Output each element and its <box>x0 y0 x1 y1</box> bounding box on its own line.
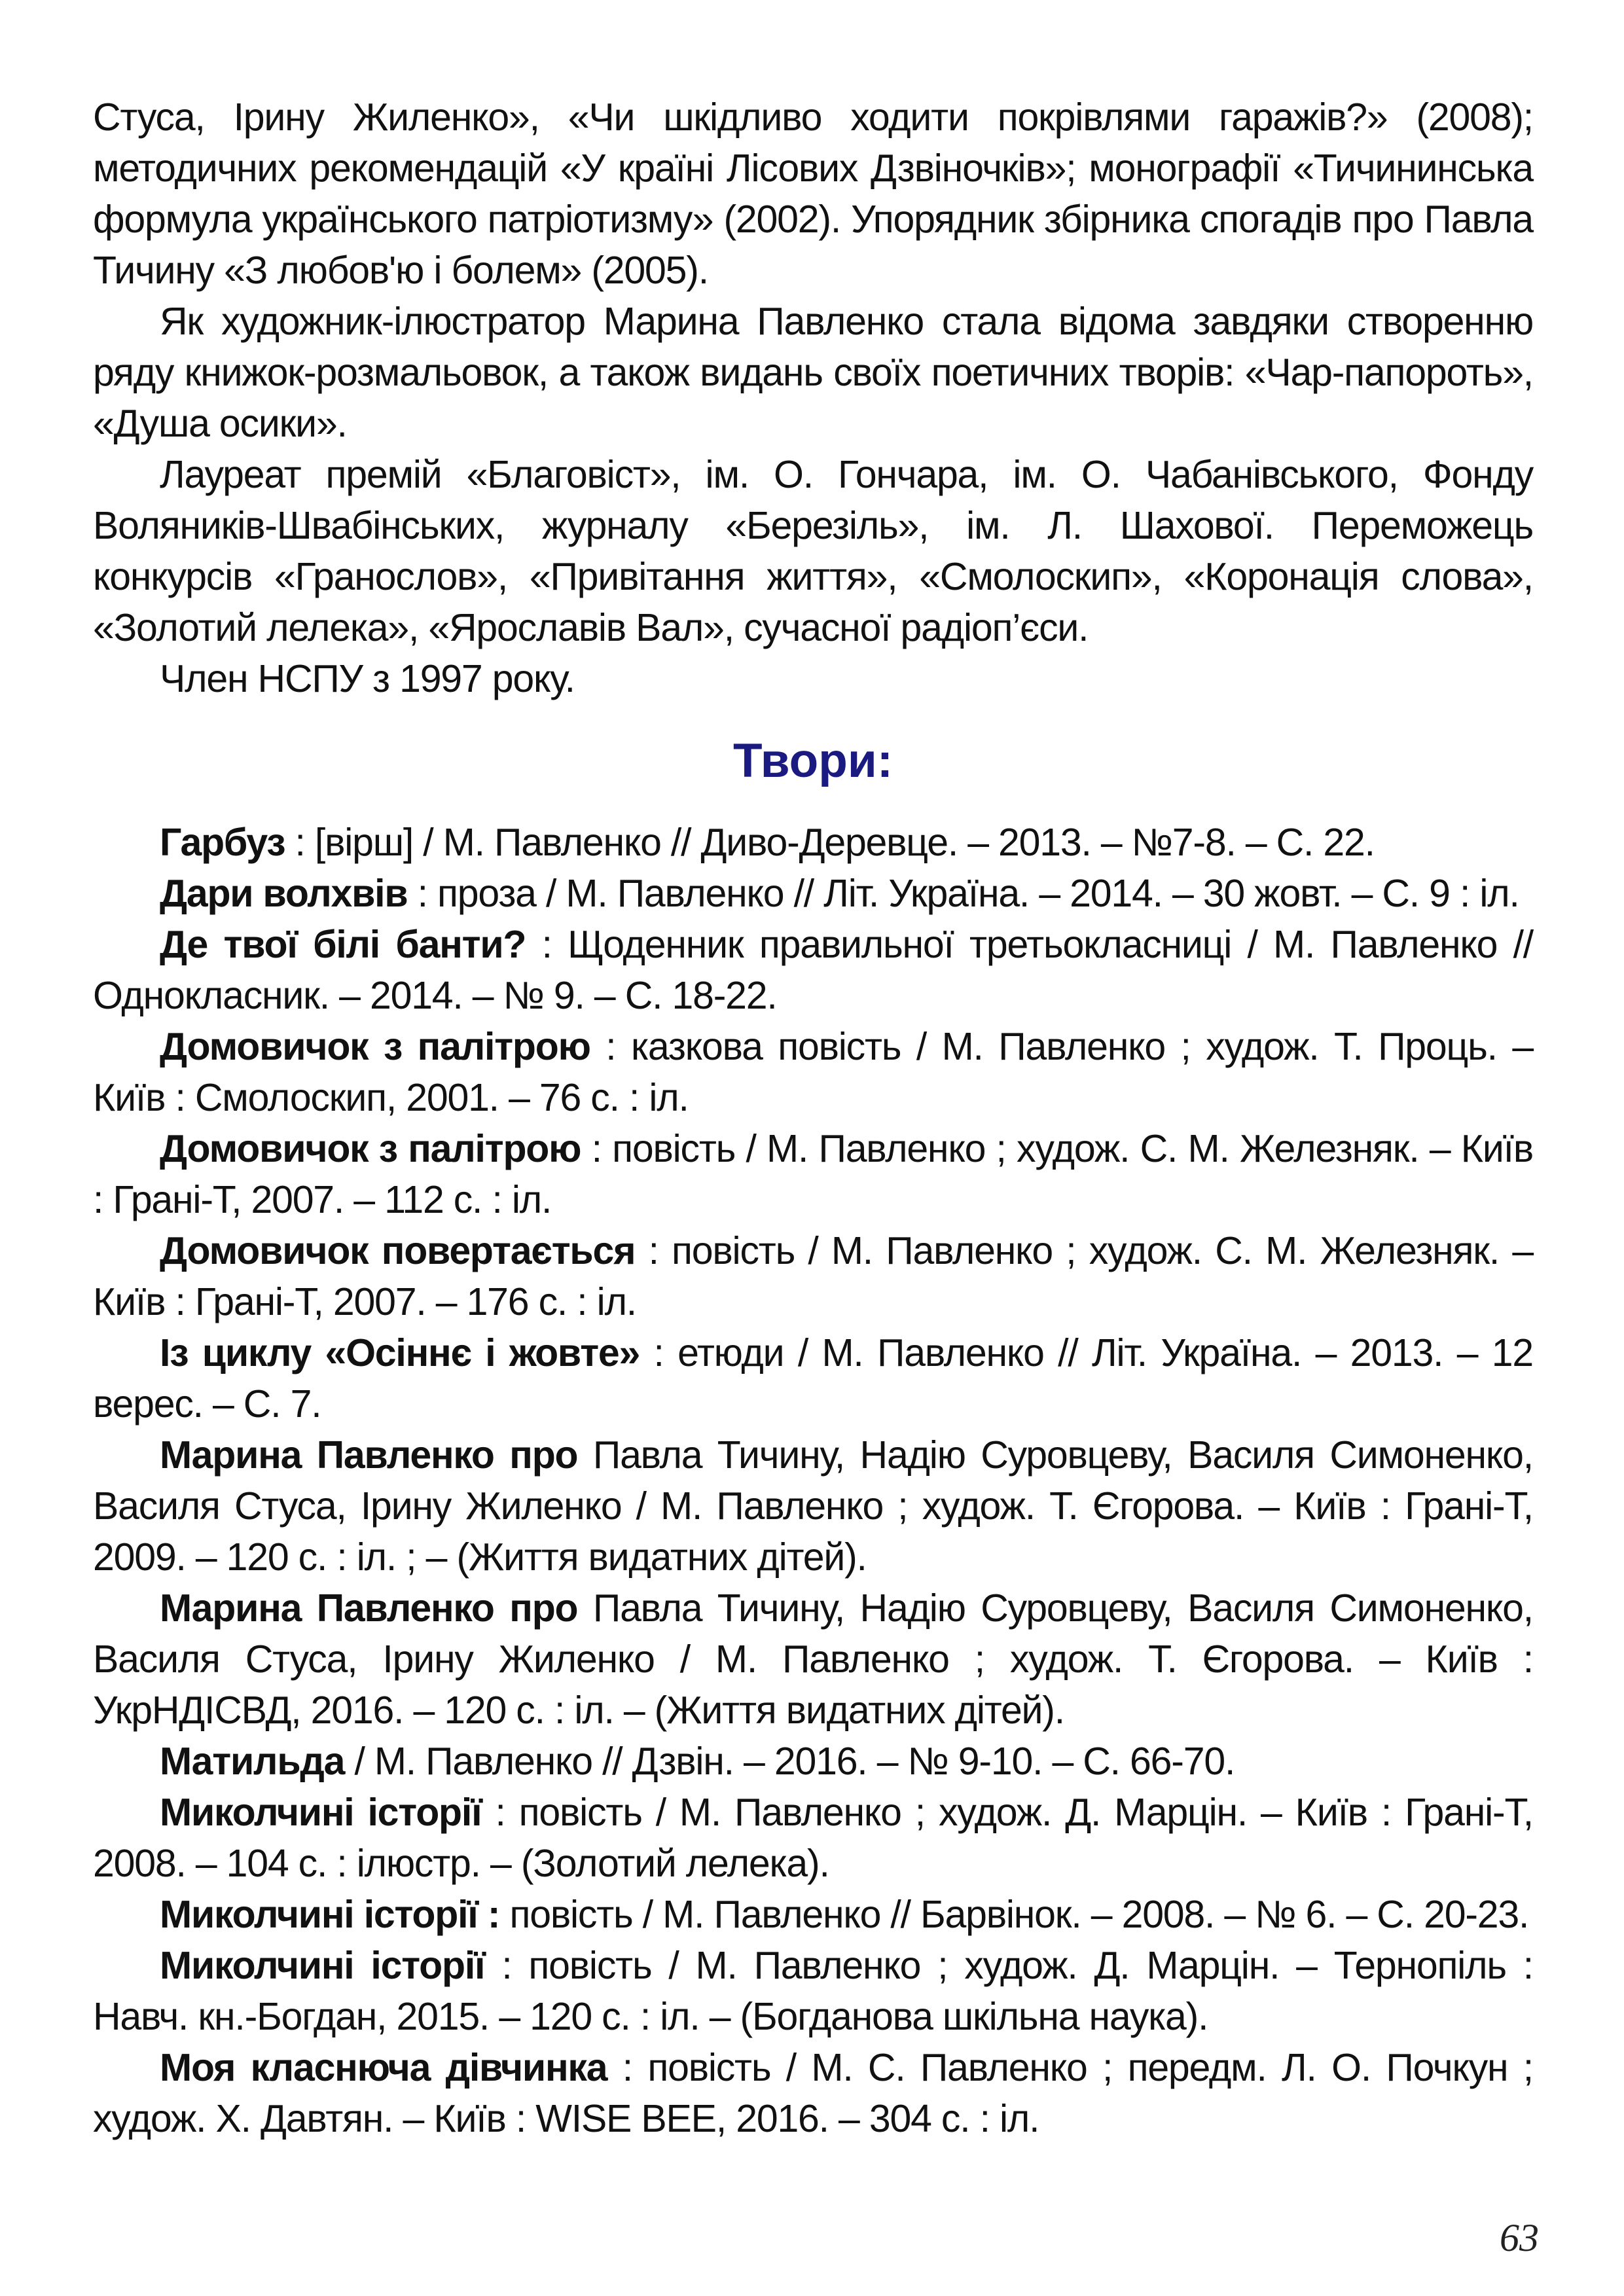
work-title: Матильда <box>160 1740 345 1783</box>
work-title: Домовичок з палітрою <box>160 1025 590 1068</box>
work-title: Марина Павленко про <box>160 1587 578 1630</box>
work-details: : казкова повість / М. Павленко ; худож. Т. Проць. – Київ : Смолоскип, 2001. – 76 с. : іл. <box>93 1025 1533 1119</box>
work-entry <box>93 1940 1533 2042</box>
work-entry <box>93 1225 1533 1327</box>
work-title: Марина Павленко про <box>160 1433 578 1477</box>
work-entry <box>93 919 1533 1021</box>
intro-paragraph-membership: Член НСПУ з 1997 року. <box>160 657 575 700</box>
work-details: повість / М. Павленко // Барвінок. – 2008. – № 6. – С. 20-23. <box>499 1893 1529 1936</box>
page-number: 63 <box>1500 2216 1539 2259</box>
work-title: Миколчині історії <box>160 1791 482 1834</box>
work-title: Гарбуз <box>160 821 285 864</box>
work-entry <box>93 2042 1533 2144</box>
work-entry <box>93 868 1533 919</box>
work-title: Миколчині історії : <box>160 1893 500 1936</box>
work-entry <box>93 1736 1533 1787</box>
intro-paragraph-illustrator: Як художник-ілюстратор Марина Павленко стала відома завдяки створенню ряду книжок-розмальовок, а також видань своїх поетичних творів: «Чар-папороть», «Душа осики». <box>93 300 1533 445</box>
page-body <box>93 92 1533 2144</box>
work-entry <box>93 1021 1533 1123</box>
works-list <box>93 817 1533 2144</box>
work-details: / М. Павленко // Дзвін. – 2016. – № 9-10. – С. 66-70. <box>344 1740 1235 1783</box>
work-entry <box>93 1787 1533 1889</box>
work-details: : повість / М. С. Павленко ; передм. Л. О. Почкун ; худож. Х. Давтян. – Київ : WISE BEE, 2016. – 304 с. : іл. <box>93 2046 1533 2140</box>
work-title: Миколчині історії <box>160 1944 485 1987</box>
work-details: : етюди / М. Павленко // Літ. Україна. – 2013. – 12 верес. – С. 7. <box>93 1331 1533 1426</box>
work-details: : повість / М. Павленко ; худож. Д. Марцін. – Київ : Грані-Т, 2008. – 104 с. : ілюстр. – (Золотий лелека). <box>93 1791 1533 1885</box>
work-entry <box>93 1583 1533 1736</box>
work-title: Де твої білі банти? <box>160 923 526 966</box>
work-title: Домовичок повертається <box>160 1229 636 1272</box>
work-title: Моя класнюча дівчинка <box>160 2046 607 2089</box>
work-title: Дари волхвів <box>160 872 408 915</box>
work-entry <box>93 1889 1533 1940</box>
work-entry <box>93 1123 1533 1225</box>
work-title: Домовичок з палітрою <box>160 1127 581 1170</box>
work-details: : проза / М. Павленко // Літ. Україна. – 2014. – 30 жовт. – С. 9 : іл. <box>407 872 1519 915</box>
work-details: Павла Тичину, Надію Суровцеву, Василя Симоненко, Василя Стуса, Ірину Жиленко / М. Павленко ; худож. Т. Єгорова. – Київ : УкрНДІСВД, 2016. – 120 с. : іл. – (Життя видатних дітей). <box>93 1587 1533 1732</box>
work-details: : Щоденник правильної третьокласниці / М. Павленко // Однокласник. – 2014. – № 9. – С. 18-22. <box>93 923 1533 1017</box>
intro-paragraph-continuation: Стуса, Ірину Жиленко», «Чи шкідливо ходити покрівлями гаражів?» (2008); методичних рекомендацій «У країні Лісових Дзвіночків»; монографії «Тичининська формула українського патріотизму» (2002). Упорядник збірника спогадів про Павла Тичину «З любов'ю і болем» (2005). <box>93 96 1533 292</box>
work-details: : повість / М. Павленко ; худож. Д. Марцін. – Тернопіль : Навч. кн.-Богдан, 2015. – 120 с. : іл. – (Богданова шкільна наука). <box>93 1944 1533 2038</box>
work-title: Із циклу «Осіннє і жовте» <box>160 1331 640 1374</box>
work-entry <box>93 1429 1533 1583</box>
work-details: : повість / М. Павленко ; худож. С. М. Железняк. – Київ : Грані-Т, 2007. – 176 с. : іл. <box>93 1229 1533 1323</box>
work-details: Павла Тичину, Надію Суровцеву, Василя Симоненко, Василя Стуса, Ірину Жиленко / М. Павленко ; худож. Т. Єгорова. – Київ : Грані-Т, 2009. – 120 с. : іл. ; – (Життя видатних дітей). <box>93 1433 1533 1579</box>
work-details: : повість / М. Павленко ; худож. С. М. Железняк. – Київ : Грані-Т, 2007. – 112 с. : іл. <box>93 1127 1534 1221</box>
intro-paragraph-awards: Лауреат премій «Благовіст», ім. О. Гончара, ім. О. Чабанівського, Фонду Воляників-Швабінських, журналу «Березіль», ім. Л. Шахової. Переможець конкурсів «Гранослов», «Привітання життя», «Смолоскип», «Коронація слова», «Золотий лелека», «Ярославів Вал», сучасної радіоп’єси. <box>93 453 1533 649</box>
work-entry <box>93 1327 1533 1429</box>
work-details: : [вірш] / М. Павленко // Диво-Деревце. – 2013. – №7-8. – С. 22. <box>285 821 1375 864</box>
section-heading: Твори: <box>732 734 893 787</box>
work-entry <box>93 817 1533 868</box>
